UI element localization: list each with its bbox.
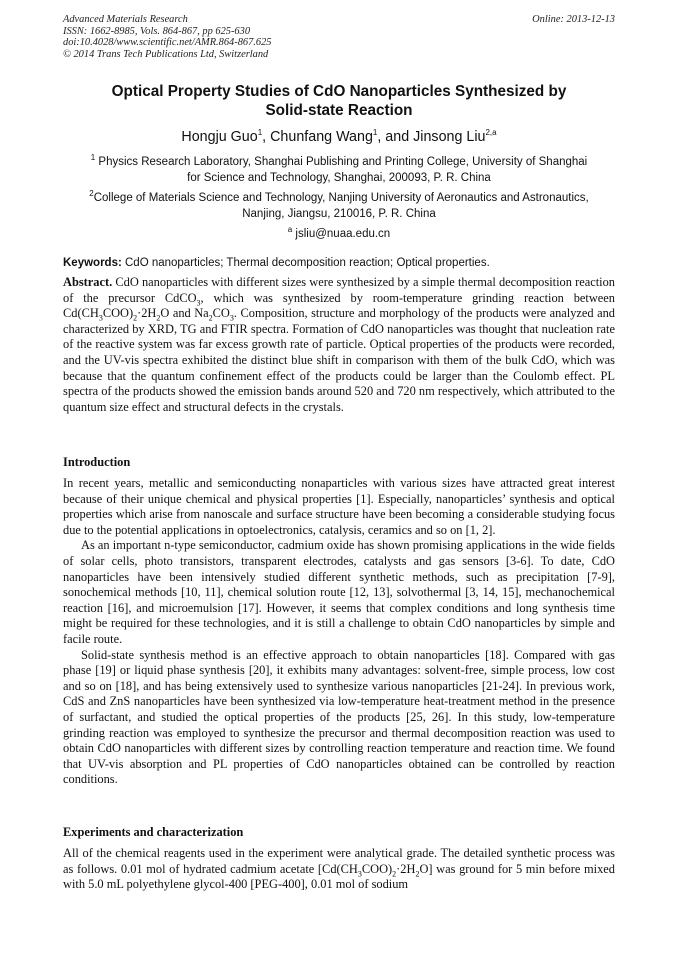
affiliation-text: College of Materials Science and Technology, Nanjing University of Aeronautics and Astronautics, (93, 192, 589, 204)
author-separator: , (262, 129, 271, 145)
paragraph-text: All of the chemical reagents used in the experiment were analytical grade. The detailed synthetic process was as follows. 0.01 mol of hydrated cadmium acetate [Cd(CH (63, 846, 615, 876)
section-heading-introduction: Introduction (63, 455, 131, 469)
author-affiliation-mark: 1 (372, 128, 378, 138)
doi: doi:10.4028/www.scientific.net/AMR.864-867.625 (63, 37, 272, 49)
affiliation-number: 1 (90, 153, 96, 163)
abstract-text: ·2H (137, 306, 157, 321)
abstract-text: CdO nanoparticles with different sizes were synthesized by a simple thermal decomposition reaction of the precursor CdCO (63, 275, 615, 305)
author-name: Chunfang Wang (270, 129, 373, 145)
author-name: Hongju Guo (181, 129, 258, 145)
title-line-2: Solid-state Reaction (265, 102, 413, 119)
paragraph-text: ·2H (396, 861, 416, 876)
experiments-body (63, 846, 615, 893)
paper-title (63, 82, 615, 120)
keywords-text: CdO nanoparticles; Thermal decomposition reaction; Optical properties. (121, 257, 490, 269)
keywords (63, 256, 615, 271)
keywords-label: Keywords: (63, 257, 122, 269)
abstract-text: , which was synthesized by room-temperature grinding reaction between Cd(CH (63, 290, 615, 321)
email-address: jsliu@nuaa.edu.cn (292, 228, 391, 240)
online-date: Online: 2013-12-13 (532, 14, 615, 25)
affiliation-1 (63, 154, 615, 186)
introduction-body (63, 476, 615, 788)
paragraph: In recent years, metallic and semiconducting nonaparticles with various sizes have attracted great interest because of their unique chemical and physical properties [1]. Especially, nanoparticles’ synthesis and optical properties which arise from nanoscale and surface structure have been becoming a considerable studying focus due to the potential applications in optoelectronics, catalysis, ceramics and so on [1, 2]. (63, 476, 615, 537)
author-name: Jinsong Liu (413, 129, 486, 145)
paragraph-text: O] was ground for 5 min before mixed with 5.0 mL polyethylene glycol-400 [PEG-400], 0.01 mol of sodium (63, 861, 615, 892)
abstract-text: COO) (102, 306, 134, 321)
issn: ISSN: 1662-8985, Vols. 864-867, pp 625-630 (63, 25, 251, 37)
abstract-label: Abstract. (63, 275, 113, 289)
affiliation-text: Nanjing, Jiangsu, 210016, P. R. China (242, 208, 436, 220)
copyright: © 2014 Trans Tech Publications Ltd, Switzerland (63, 48, 269, 60)
author-affiliation-mark: 2,a (485, 128, 497, 138)
subscript: 3 (98, 313, 103, 323)
subscript: 2 (156, 313, 161, 323)
abstract-text: O and Na (160, 306, 209, 321)
subscript: 2 (133, 313, 138, 323)
email-mark: a (287, 225, 293, 235)
subscript: 2 (208, 313, 213, 323)
paragraph: Solid-state synthesis method is an effective approach to obtain nanoparticles [18]. Compared with gas phase [19] or liquid phase synthesis [20], it exhibits many advantages: solvent-free, simple process, low cost and so on [18], and has being extensively used to synthesize various nanoparticles [21-24]. In previous work, CdS and ZnS nanoparticles have been synthesized via low-temperature heat-treatment method in the presence of surfactant, and studied the optical properties of the products [25, 26]. In this study, low-temperature grinding reaction was employed to synthesize the precursor and thermal decomposition reaction was used to obtain CdO nanoparticles with different sizes by controlling reaction temperature and reaction time. We found that UV-vis absorption and PL properties of CdO nanoparticles obtained can be controlled by reaction conditions. (63, 647, 615, 787)
abstract (63, 275, 615, 415)
corresponding-email (63, 226, 615, 242)
title-line-1: Optical Property Studies of CdO Nanoparticles Synthesized by (111, 83, 567, 100)
subscript: 2 (415, 869, 420, 879)
author-list (63, 128, 615, 146)
paragraph (63, 846, 615, 893)
section-heading-experiments: Experiments and characterization (63, 825, 244, 839)
affiliation-text: for Science and Technology, Shanghai, 200093, P. R. China (187, 172, 491, 184)
paragraph-text: COO) (361, 861, 393, 876)
author-separator: , and (377, 129, 414, 145)
abstract-text: . Composition, structure and morphology of the products were analyzed and characterized by XRD, TG and FTIR spectra. Formation of CdO nanoparticles was thought that nucleation rate of the reactive system was far excess growth rate of particle. Optical properties of the products were recorded, and the UV-vis spectra exhibited the distinct blue shift in comparison with them of the bulk CdO, which was because that the quantum confinement effect of the products could be larger than the Coulomb effect. PL spectra of the products showed the emission bands around 520 and 720 nm respectively, which attributed to the quantum size effect and structural defects in the crystals. (63, 306, 615, 414)
author-affiliation-mark: 1 (257, 128, 263, 138)
affiliation-text: Physics Research Laboratory, Shanghai Publishing and Printing College, University of Shanghai (95, 156, 588, 168)
affiliation-2 (63, 190, 615, 222)
journal-name: Advanced Materials Research (63, 14, 188, 25)
journal-header (63, 14, 615, 60)
paragraph: As an important n-type semiconductor, cadmium oxide has shown promising applications in the wide fields of solar cells, photo transistors, transparent electrodes, catalysts and gas sensors [3-6]. To date, CdO nanoparticles have been intensively studied different synthetic methods, such as precipitation [7-9], sonochemical methods [10, 11], chemical solution route [12, 13], solvothermal [3, 14, 15], mechanochemical reaction [16], and microemulsion [17]. However, it seems that complex conditions and long synthesis time might be required for these technologies, and it is still a challenge to obtain CdO nanoparticles by simple and facile route. (63, 538, 615, 646)
subscript: 2 (392, 869, 397, 879)
subscript: 3 (229, 313, 234, 323)
affiliation-number: 2 (89, 189, 94, 199)
subscript: 3 (196, 298, 201, 308)
subscript: 3 (357, 869, 362, 879)
abstract-text: CO (212, 306, 230, 321)
